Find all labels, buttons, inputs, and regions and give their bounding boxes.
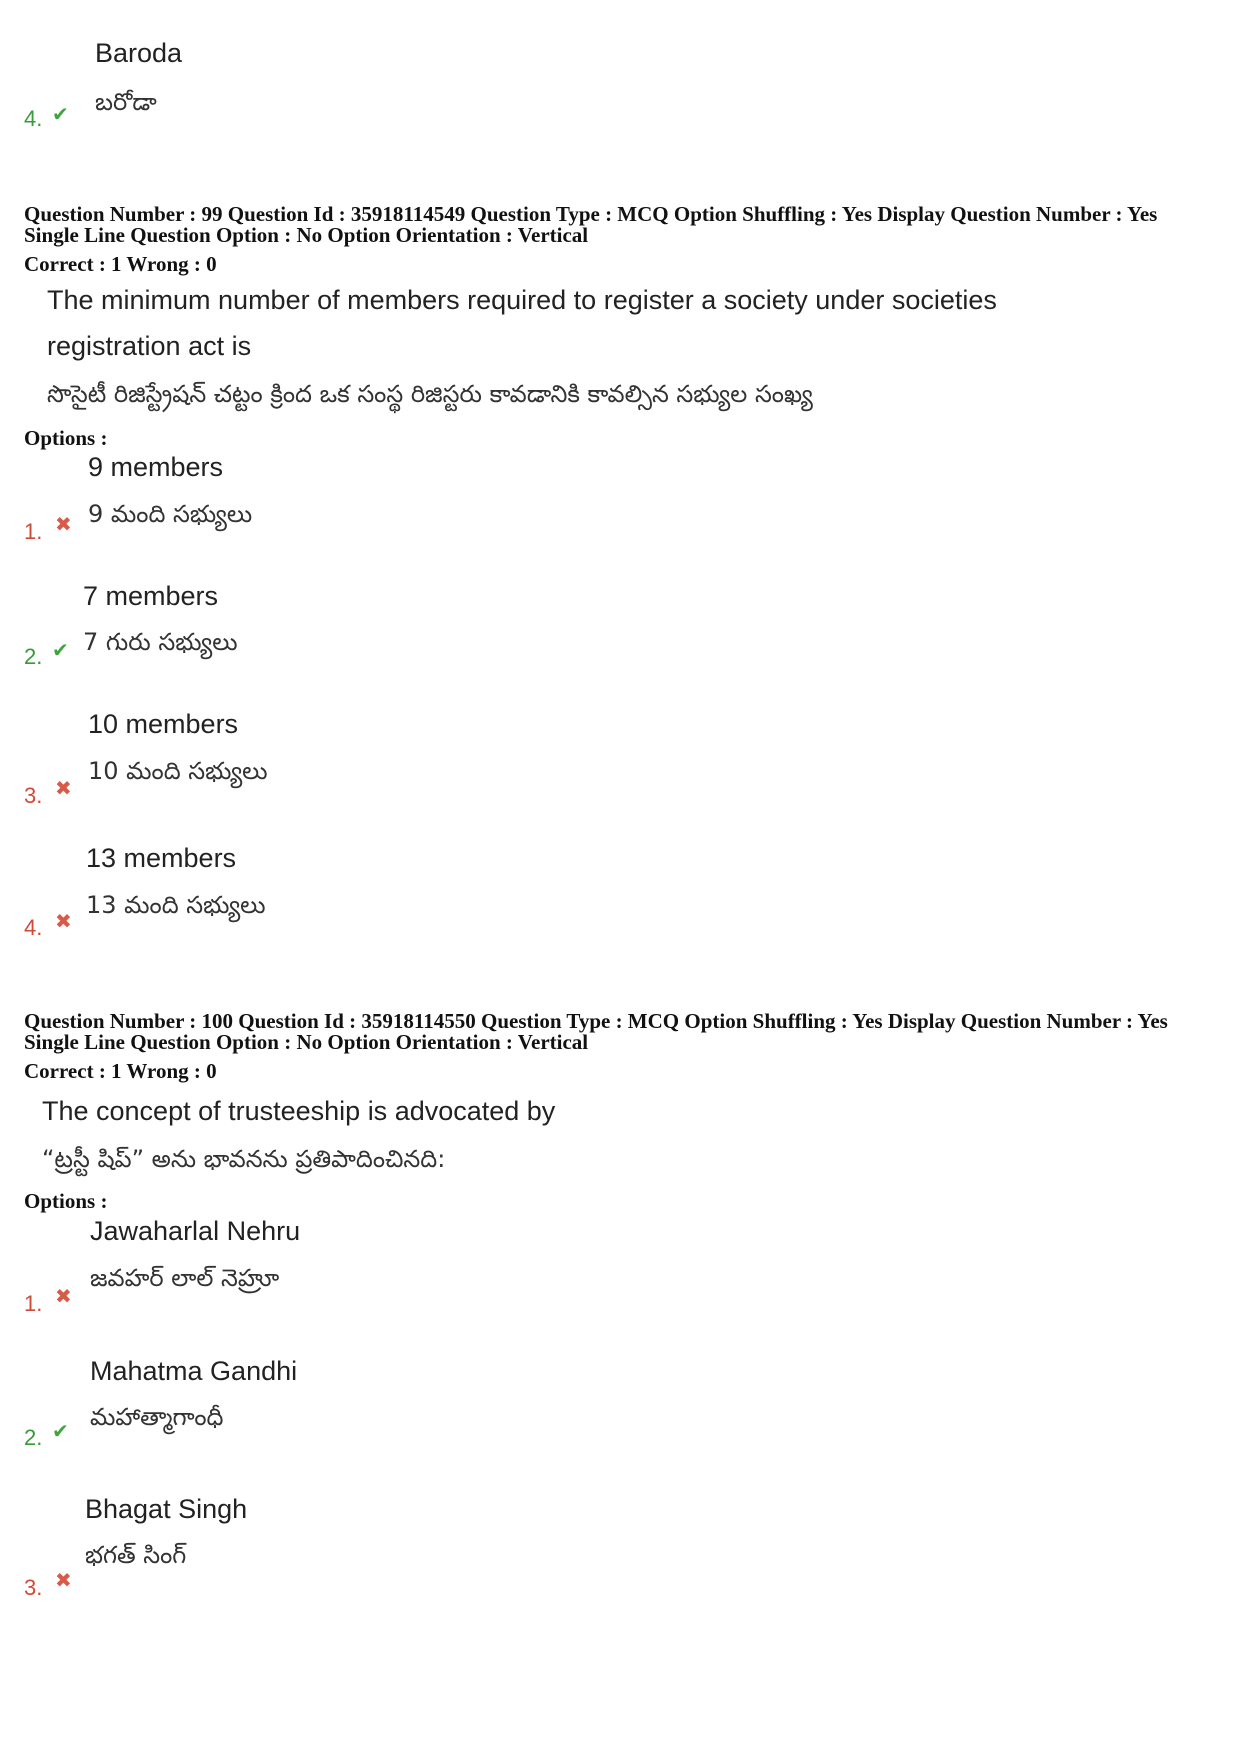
option-3-text-en: 10 members	[88, 709, 239, 739]
question-text-te: “ట్రస్టీ షిప్” అను భావనను ప్రతిపాదించినది:	[42, 1145, 446, 1173]
option-2-number: 2.	[24, 644, 43, 669]
check-icon: ✔	[52, 1419, 69, 1443]
question-text-en-line2: registration act is	[47, 331, 252, 361]
check-icon: ✔	[52, 638, 69, 662]
option-2-text-en: 7 members	[83, 581, 219, 611]
question-score: Correct : 1 Wrong : 0	[24, 1059, 217, 1083]
option-4-text-te: 13 మంది సభ్యులు	[86, 891, 266, 919]
option-4-text-en: 13 members	[86, 843, 237, 873]
question-score: Correct : 1 Wrong : 0	[24, 252, 217, 276]
question-text-en: The concept of trusteeship is advocated by	[42, 1096, 556, 1126]
question-meta-line1: Question Number : 100 Question Id : 35918114550 Question Type : MCQ Option Shuffling : Yes Display Question Number : Yes	[24, 1009, 1168, 1033]
options-label: Options :	[24, 426, 108, 450]
option-3-number: 3.	[24, 783, 43, 808]
option-3-text-te: భగత్ సింగ్	[85, 1541, 187, 1569]
option-3-text-en: Bhagat Singh	[85, 1494, 248, 1524]
option-1-number: 1.	[24, 1291, 43, 1316]
cross-icon: ✖	[55, 1284, 72, 1308]
question-text-en-line1: The minimum number of members required to register a society under societies	[47, 285, 997, 315]
option-1-text-en: 9 members	[88, 452, 224, 482]
option-1-text-te: 9 మంది సభ్యులు	[88, 500, 253, 528]
option-2-number: 2.	[24, 1425, 43, 1450]
option-3-text-te: 10 మంది సభ్యులు	[88, 757, 268, 785]
option-2-text-en: Mahatma Gandhi	[90, 1356, 298, 1386]
option-2-text-te: 7 గురు సభ్యులు	[83, 628, 238, 656]
option-1-number: 1.	[24, 519, 43, 544]
question-meta-line2: Single Line Question Option : No Option Orientation : Vertical	[24, 1030, 589, 1054]
cross-icon: ✖	[55, 776, 72, 800]
option-4-text-te: బరోడా	[95, 88, 157, 116]
option-1-text-en: Jawaharlal Nehru	[90, 1216, 301, 1246]
cross-icon: ✖	[55, 1568, 72, 1592]
check-icon: ✔	[52, 102, 69, 126]
option-4-text-en: Baroda	[95, 38, 183, 68]
options-label: Options :	[24, 1189, 108, 1213]
question-meta-line1: Question Number : 99 Question Id : 35918114549 Question Type : MCQ Option Shuffling : Yes Display Question Number : Yes	[24, 202, 1158, 226]
cross-icon: ✖	[55, 909, 72, 933]
option-4-number: 4.	[24, 106, 43, 131]
question-text-te: సొసైటీ రిజిస్ట్రేషన్ చట్టం క్రింద ఒక సంస్థ రిజిస్టరు కావడానికి కావల్సిన సభ్యుల సంఖ్య	[47, 380, 813, 408]
option-2-text-te: మహాత్మాగాంధీ	[90, 1403, 224, 1431]
cross-icon: ✖	[55, 512, 72, 536]
option-1-text-te: జవహర్ లాల్ నెహ్రూ	[90, 1264, 280, 1292]
question-meta-line2: Single Line Question Option : No Option Orientation : Vertical	[24, 223, 589, 247]
option-3-number: 3.	[24, 1575, 43, 1600]
option-4-number: 4.	[24, 915, 43, 940]
